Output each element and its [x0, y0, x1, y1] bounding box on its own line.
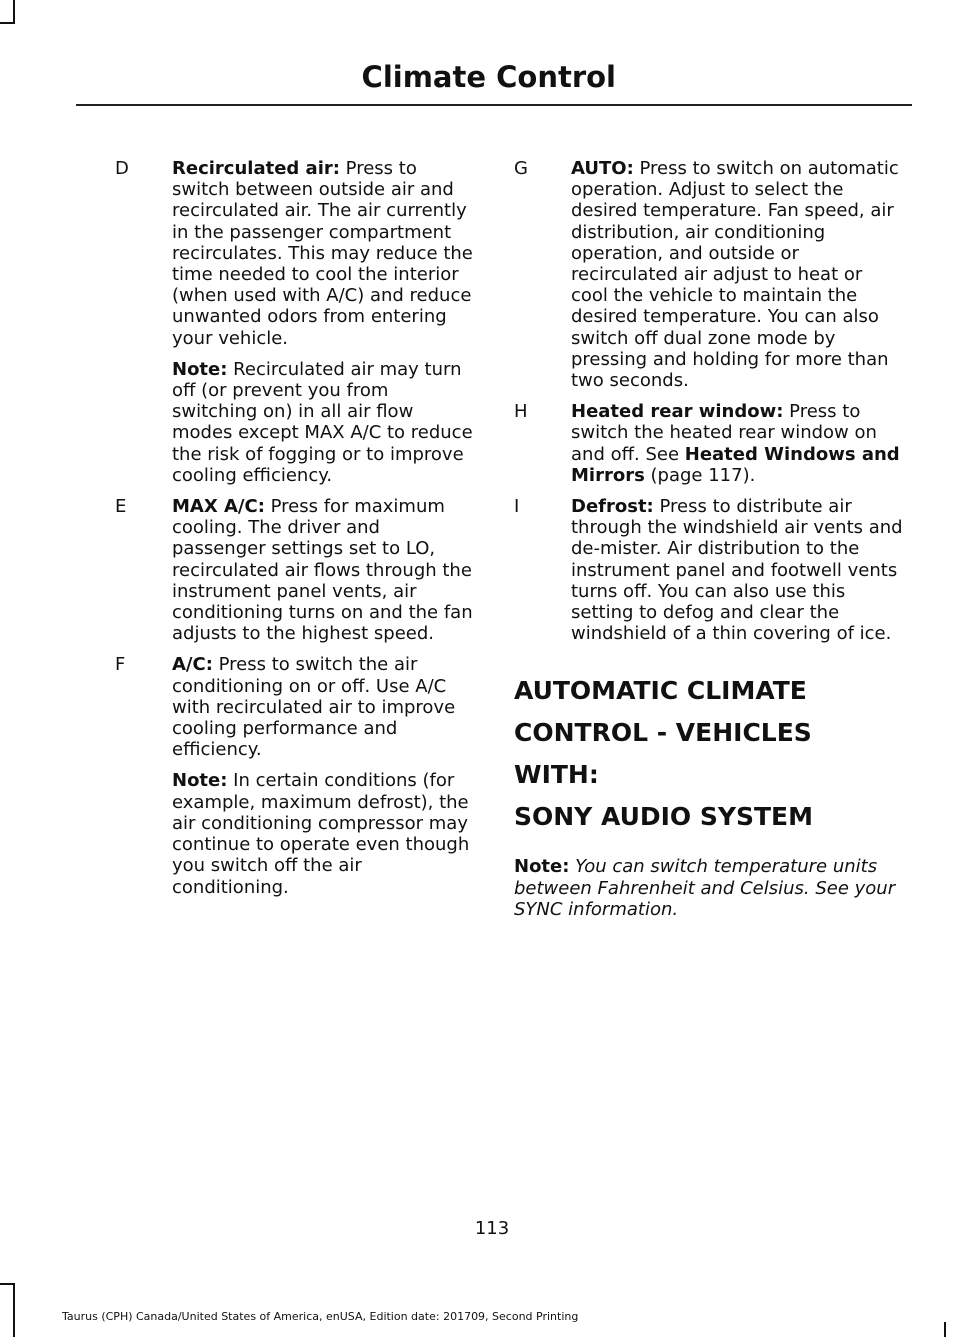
section-heading-line: SONY AUDIO SYSTEM: [514, 802, 813, 832]
item-paragraph: [571, 158, 904, 391]
item-letter: G: [514, 158, 528, 179]
crop-mark-bottom-left: [13, 1283, 15, 1337]
item-paragraph: [571, 401, 904, 486]
item-body: [571, 496, 904, 644]
item-text-after: (page 117).: [644, 464, 756, 486]
left-column: [115, 158, 473, 908]
item-lead: Recirculated air:: [172, 158, 340, 179]
item-body: [172, 654, 473, 897]
page-title: Climate Control: [361, 60, 616, 94]
note-text: You can switch temperature units between Fahrenheit and Celsius. See your SYNC information.: [514, 856, 896, 920]
edition-footer: Taurus (CPH) Canada/United States of America, enUSA, Edition date: 201709, Second Printing: [62, 1310, 579, 1323]
header-divider: [76, 104, 912, 106]
item-ac: [115, 654, 473, 897]
item-lead: Defrost:: [571, 496, 654, 518]
item-lead: Heated rear window:: [571, 401, 784, 423]
item-body: [172, 158, 473, 486]
item-text: Press to switch on automatic operation. Adjust to select the desired temperature. Fan speed, air distribution, air conditioning operation, and outside or recirculated air adjust to heat or cool the vehicle to maintain the desired temperature. You can also switch off dual zone mode by pressing and holding for more than two seconds.: [571, 158, 899, 392]
section-heading-line: AUTOMATIC CLIMATE: [514, 676, 807, 706]
item-lead: MAX A/C:: [172, 496, 265, 518]
item-letter: E: [115, 496, 127, 518]
item-auto: [514, 158, 904, 391]
note-text: In certain conditions (for example, maximum defrost), the air conditioning compressor may continue to operate even though you switch off the air conditioning.: [172, 770, 470, 898]
item-body: [172, 496, 473, 644]
note-label: Note:: [514, 856, 570, 878]
section-note: [514, 856, 904, 920]
crop-mark-top-left-h: [0, 22, 15, 24]
item-recirculated-air: [115, 158, 473, 486]
item-max-ac: [115, 496, 473, 644]
section-heading-line: CONTROL - VEHICLES WITH:: [514, 718, 812, 790]
item-paragraph: [571, 496, 904, 644]
item-text: Press to switch the air conditioning on or off. Use A/C with recirculated air to improve cooling performance and efficiency.: [172, 654, 456, 761]
item-paragraph: [172, 158, 473, 349]
crop-mark-bottom-left-h: [0, 1283, 15, 1285]
note-label: Note:: [172, 770, 228, 792]
item-letter: D: [115, 158, 129, 179]
item-body: [571, 158, 904, 391]
item-text: Press for maximum cooling. The driver and passenger settings set to LO, recirculated air flows through the instrument panel vents, air conditioning turns on and the fan adjusts to the highest speed.: [172, 496, 473, 645]
note-label: Note:: [172, 358, 228, 380]
item-text: Press to distribute air through the windshield air vents and de-mister. Air distribution to the instrument panel and footwell vents turns off. You can also use this setting to defog and clear the windshield of a thin covering of ice.: [571, 496, 903, 645]
crop-mark-bottom-right: [944, 1322, 946, 1337]
item-note: [172, 359, 473, 486]
item-lead: A/C:: [172, 654, 213, 676]
item-letter: H: [514, 401, 528, 423]
item-lead: AUTO:: [571, 158, 634, 179]
item-paragraph: [172, 496, 473, 644]
item-text: Press to switch between outside air and recirculated air. The air currently in the passenger compartment recirculates. This may reduce the time needed to cool the interior (when used with A/C) and reduce unwanted odors from entering your vehicle.: [172, 158, 473, 349]
page-number: 113: [474, 1218, 510, 1239]
item-note: [172, 770, 473, 897]
note-text: Recirculated air may turn off (or prevent you from switching on) in all air flow modes except MAX A/C to reduce the risk of fogging or to improve cooling efficiency.: [172, 358, 473, 486]
item-letter: I: [514, 496, 520, 518]
item-paragraph: [172, 654, 473, 760]
cross-reference-link[interactable]: Heated Windows and Mirrors: [571, 443, 900, 486]
section-heading: [514, 670, 904, 838]
right-column: [514, 158, 904, 920]
item-letter: F: [115, 654, 126, 676]
item-body: [571, 401, 904, 486]
item-text: Press to switch the heated rear window on and off. See: [571, 401, 877, 465]
crop-mark-top-left: [13, 0, 15, 24]
item-heated-rear-window: [514, 401, 904, 486]
item-defrost: [514, 496, 904, 644]
